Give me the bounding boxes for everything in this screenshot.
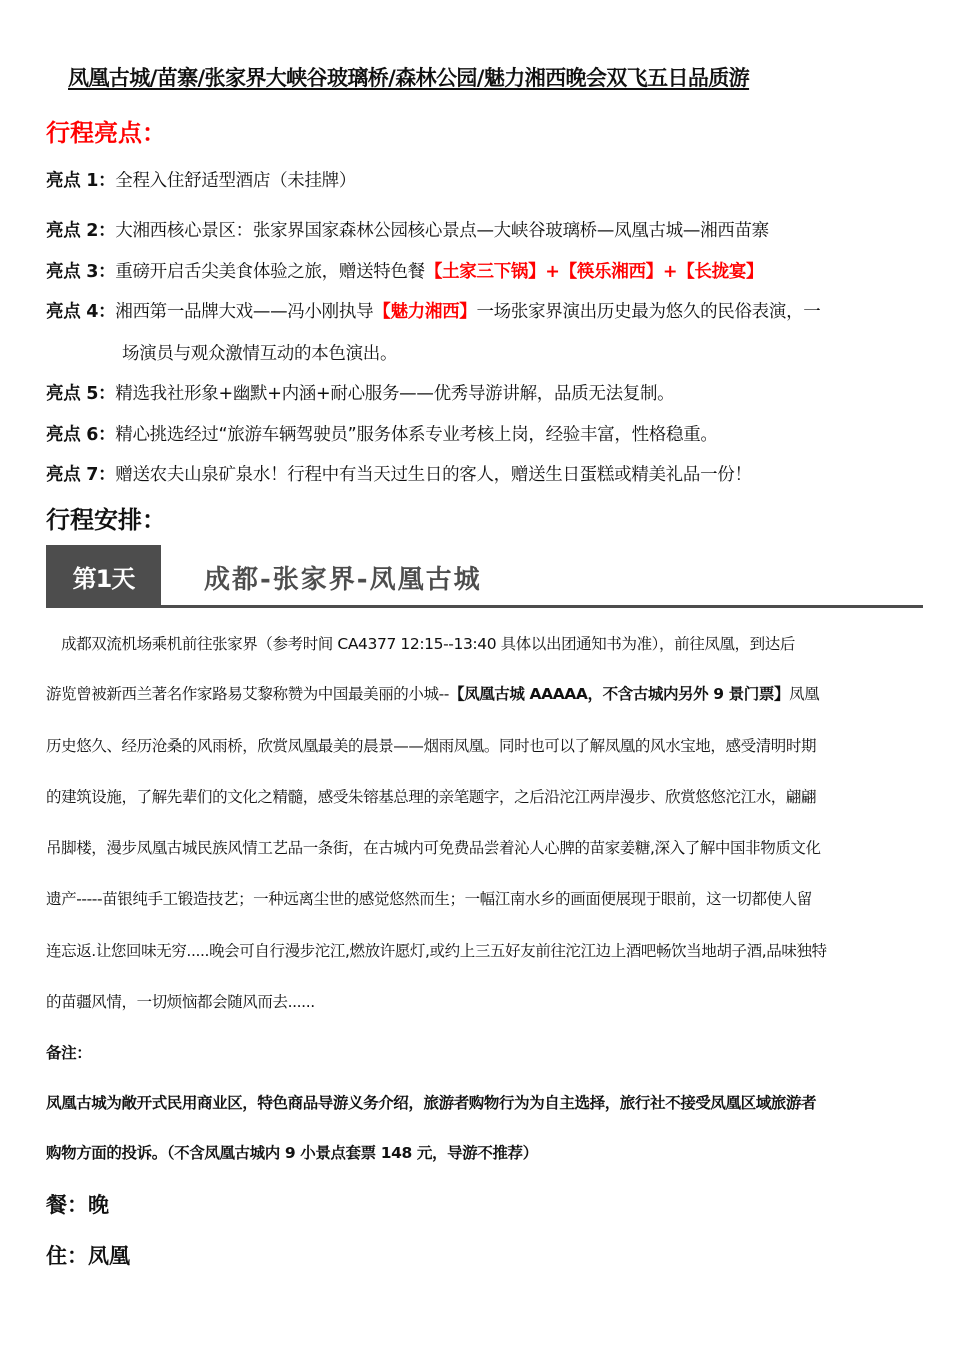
highlight-item xyxy=(46,167,356,192)
note-line: 购物方面的投诉。（不含凤凰古城内 9 小景点套票 148 元，导游不推荐） xyxy=(46,1144,538,1162)
highlight-label: 亮点 3： xyxy=(46,262,116,282)
day-description-line: 连忘返.让您回味无穷.....晚会可自行漫步沱江,燃放许愿灯,或约上三五好友前往沱江边上酒吧畅饮当地胡子酒,品味独特 xyxy=(46,942,827,960)
day-description-line: 历史悠久、经历沧桑的风雨桥，欣赏凤凰最美的晨景——烟雨凤凰。同时也可以了解凤凰的风水宝地，感受清明时期 xyxy=(46,737,817,755)
day-badge: 第1天 xyxy=(46,545,161,607)
highlight-text: 湘西第一品牌大戏——冯小刚执导 xyxy=(115,302,374,322)
note-label: 备注： xyxy=(46,1044,92,1062)
line-text: 游览曾被新西兰著名作家路易艾黎称赞为中国最美丽的小城-- xyxy=(46,685,449,703)
highlight-label: 亮点 1： xyxy=(46,171,116,191)
day-description-line: 遗产-----苗银纯手工锻造技艺；一种远离尘世的感觉悠然而生；一幅江南水乡的画面便展现于眼前，这一切都使人留 xyxy=(46,890,812,908)
day-description-line: 的苗疆风情，一切烦恼都会随风而去...... xyxy=(46,993,315,1011)
highlight-text: 精心挑选经过“旅游车辆驾驶员”服务体系专业考核上岗，经验丰富，性格稳重。 xyxy=(115,425,718,445)
day-divider xyxy=(46,605,923,608)
day-description-line: 的建筑设施，了解先辈们的文化之精髓，感受朱镕基总理的亲笔题字，之后沿沱江两岸漫步、欣赏悠悠沱江水，翩翩 xyxy=(46,788,817,806)
highlight-text: 赠送农夫山泉矿泉水！行程中有当天过生日的客人，赠送生日蛋糕或精美礼品一份！ xyxy=(115,465,752,485)
highlight-label: 亮点 6： xyxy=(46,425,116,445)
day-description-line: 成都双流机场乘机前往张家界（参考时间 CA4377 12:15--13:40 具体以出团通知书为准），前往凤凰，到达后 xyxy=(46,635,795,653)
day-description-line xyxy=(46,682,819,704)
highlight-item xyxy=(46,258,763,283)
note-line: 凤凰古城为敞开式民用商业区，特色商品导游义务介绍，旅游者购物行为为自主选择，旅行社不接受凤凰区域旅游者 xyxy=(46,1094,817,1112)
highlight-label: 亮点 2： xyxy=(46,221,116,241)
highlight-text: 全程入住舒适型酒店（未挂牌） xyxy=(115,171,357,191)
highlight-item xyxy=(46,380,674,405)
day-route: 成都-张家界-凤凰古城 xyxy=(204,565,482,595)
highlight-text: 重磅开启舌尖美食体验之旅，赠送特色餐 xyxy=(115,262,425,282)
highlight-item xyxy=(46,217,769,242)
fenghuang-ticket-note: 【凤凰古城 AAAAA，不含古城内另外 9 景门票】 xyxy=(449,685,790,703)
highlight-text-after: 一场张家界演出历史最为悠久的民俗表演，一 xyxy=(476,302,821,322)
highlight-text: 大湘西核心景区：张家界国家森林公园核心景点—大峡谷玻璃桥—凤凰古城—湘西苗寨 xyxy=(115,221,769,241)
highlight-label: 亮点 7： xyxy=(46,465,116,485)
line-text: 凤凰 xyxy=(789,685,820,703)
day-description-line: 吊脚楼，漫步凤凰古城民族风情工艺品一条街，在古城内可免费品尝着沁人心脾的苗家姜糖,深入了解中国非物质文化 xyxy=(46,839,821,857)
highlight-item xyxy=(46,421,718,446)
tour-title: 凤凰古城/苗寨/张家界大峡谷玻璃桥/森林公园/魅力湘西晚会双飞五日品质游 xyxy=(68,66,750,90)
highlight-item xyxy=(46,461,752,486)
meal-info: 餐：晚 xyxy=(46,1193,109,1217)
highlight-show-name: 【魅力湘西】 xyxy=(373,302,477,322)
highlight-label: 亮点 5： xyxy=(46,384,116,404)
day-header xyxy=(46,545,923,607)
schedule-heading: 行程安排： xyxy=(46,506,166,534)
highlight-special-meals: 【土家三下锅】+【筷乐湘西】+【长拢宴】 xyxy=(424,262,764,282)
highlights-heading: 行程亮点： xyxy=(46,119,166,147)
highlight-label: 亮点 4： xyxy=(46,302,116,322)
highlight-item xyxy=(46,298,820,323)
highlight-text: 精选我社形象+幽默+内涵+耐心服务——优秀导游讲解，品质无法复制。 xyxy=(115,384,675,404)
accommodation-info: 住：凤凰 xyxy=(46,1244,130,1268)
highlight-continuation: 场演员与观众激情互动的本色演出。 xyxy=(122,344,398,364)
